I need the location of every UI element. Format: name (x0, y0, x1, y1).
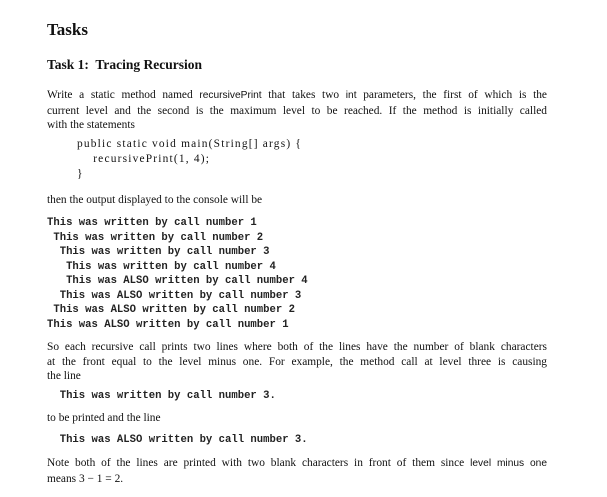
output-line: This was written by call number 2 (47, 231, 264, 244)
intro-line-2: current level and the second is the maximum level to be reached. If the method is initially called (47, 104, 547, 117)
method-name: recursivePrint (199, 90, 262, 101)
example-line-2: This was ALSO written by call number 3. (47, 434, 308, 446)
task-heading: Task 1: Tracing Recursion (47, 57, 203, 72)
explain-line-2: at the front equal to the level minus one. For example, the method call at level three is causing (47, 355, 547, 368)
explain-line-3: the line (47, 370, 81, 383)
int-keyword: int (345, 90, 357, 101)
note-line-2: means 3 − 1 = 2. (47, 472, 124, 485)
explain-paragraph (47, 340, 547, 384)
note-paragraph (47, 456, 547, 486)
then-text: then the output displayed to the console will be (47, 194, 263, 206)
output-line: This was written by call number 3 (47, 246, 270, 258)
example-line-1: This was written by call number 3. (47, 390, 276, 402)
explain-line-1: So each recursive call prints two lines where both of the lines have the number of blank characters (47, 341, 547, 353)
note-line-1: Note both of the lines are printed with two blank characters in front of them since level minus one (47, 457, 547, 469)
level-minus-one-text: level minus one (470, 458, 547, 469)
output-line: This was ALSO written by call number 4 (47, 275, 308, 287)
output-line: This was ALSO written by call number 2 (47, 304, 295, 316)
code-line-2: recursivePrint(1, 4); (77, 153, 211, 165)
code-line-3: } (77, 168, 84, 180)
output-line: This was ALSO written by call number 3 (47, 289, 302, 302)
output-line: This was written by call number 1 (47, 217, 257, 229)
intro-paragraph (47, 88, 547, 133)
intro-line-3: with the statements (47, 119, 135, 132)
to-be-printed-text: to be printed and the line (47, 412, 161, 424)
intro-line-1: Write a static method named recursivePrint that takes two int parameters, the first of which is the (47, 89, 547, 101)
output-line: This was ALSO written by call number 1 (47, 318, 289, 331)
page-title: Tasks (47, 20, 88, 39)
output-line: This was written by call number 4 (47, 260, 276, 273)
code-line-1: public static void main(String[] args) { (77, 138, 303, 150)
